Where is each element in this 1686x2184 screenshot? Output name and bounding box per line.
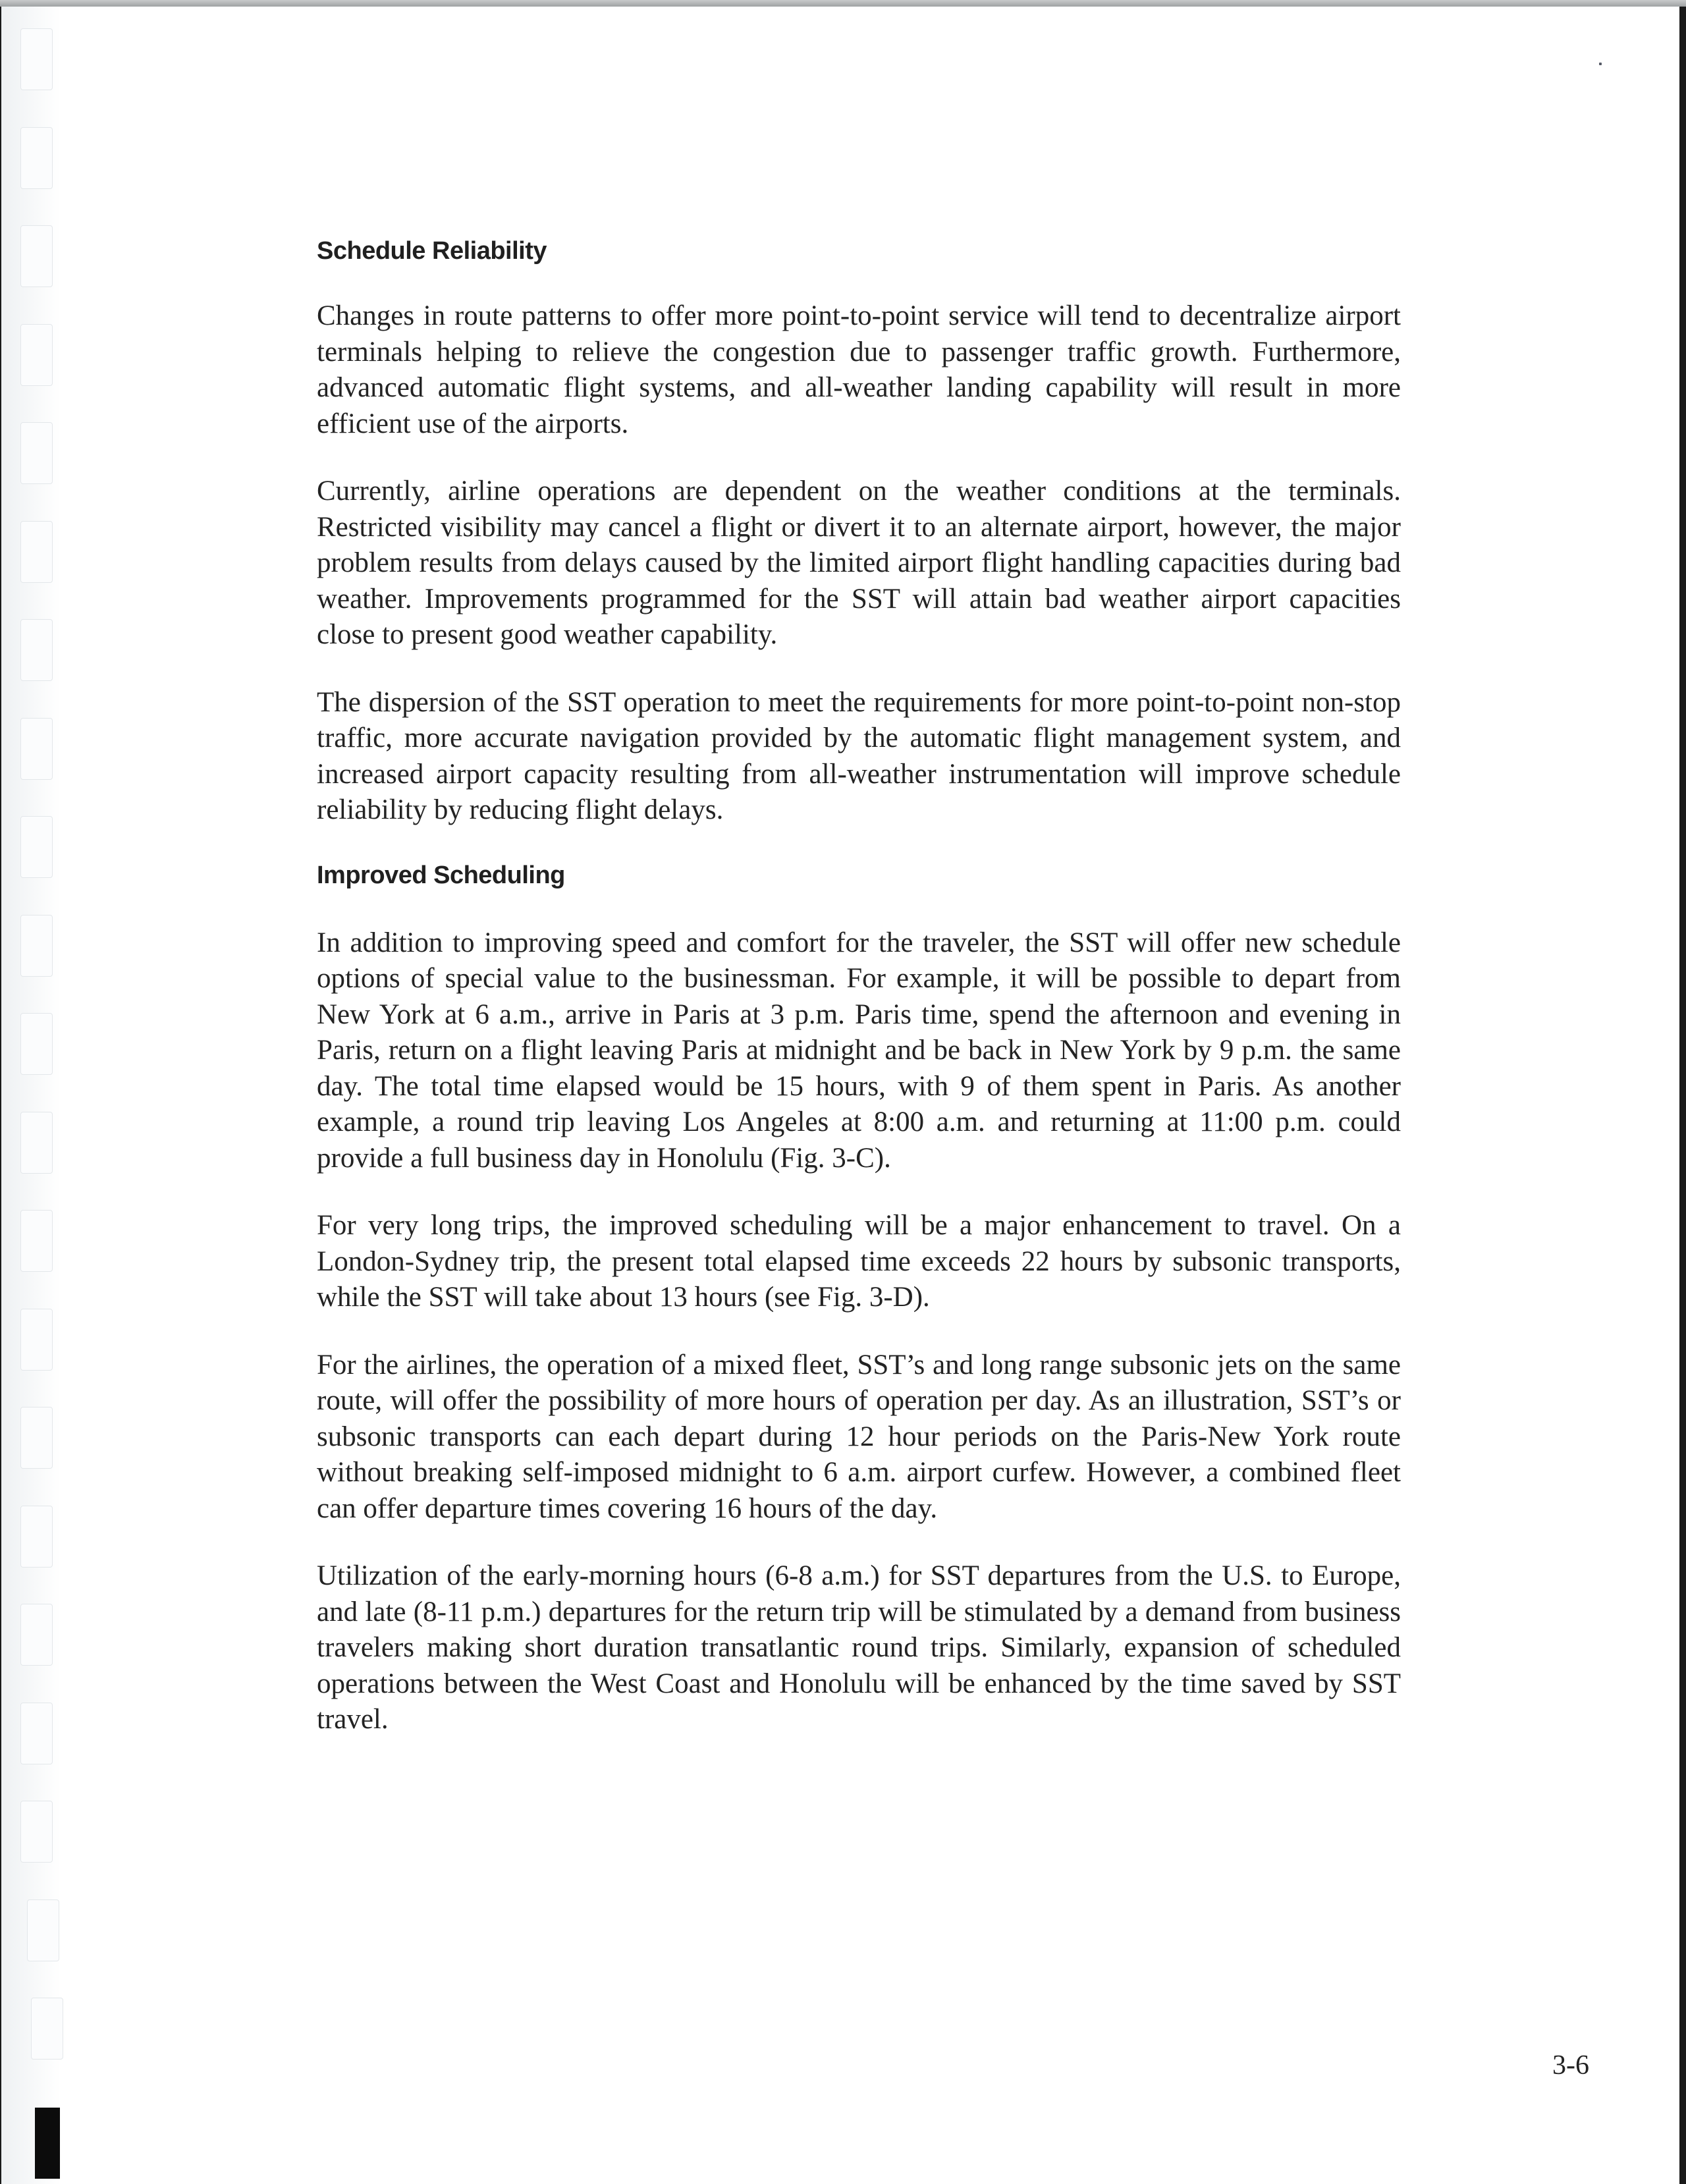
binder-hole [20, 1407, 53, 1469]
binder-hole [27, 1899, 59, 1961]
binder-hole [20, 1210, 53, 1272]
paragraph: Currently, airline operations are dependent on the weather conditions at the terminals. Restricted visibility may cancel a flight or divert it to an alternate airport, however, the major problem results from delays caused by the limited airport flight handling capacities during bad weather. Improvements programmed for the SST will attain bad weather airport capacities close to present good weather capability. [317, 476, 1401, 650]
paragraph: For the airlines, the operation of a mixed fleet, SST’s and long range subsonic jets on the same route, will offer the possibility of more hours of operation per day. As an illustration, SST’s or subsonic transports can each depart during 12 hour periods on the Paris-New York route without breaking self-imposed midnight to 6 a.m. airport curfew. However, a combined fleet can offer departure times covering 16 hours of the day. [317, 1349, 1401, 1524]
paragraph: In addition to improving speed and comfort for the traveler, the SST will offer new schedule options of special value to the businessman. For example, it will be possible to depart from New York at 6 a.m., arrive in Paris at 3 p.m. Paris time, spend the afternoon and evening in Paris, return on a flight leaving Paris at midnight and be back in New York by 9 p.m. the same day. The total time elapsed would be 15 hours, with 9 of them spent in Paris. As another example, a round trip leaving Los Angeles at 8:00 a.m. and returning at 11:00 p.m. could provide a full business day in Honolulu (Fig. 3-C). [317, 927, 1401, 1174]
binder-hole [20, 127, 53, 189]
binder-hole [20, 1604, 53, 1666]
binder-hole [20, 521, 53, 583]
paragraph: Changes in route patterns to offer more point-to-point service will tend to decentralize airport terminals helping to relieve the congestion due to passenger traffic growth. Furthermore, advanced automatic flight systems, and all-weather landing capability will result in more efficient use of the airports. [317, 300, 1401, 439]
section-heading-improved-scheduling: Improved Scheduling [317, 861, 565, 889]
binder-tab [35, 2108, 60, 2179]
binder-hole [20, 28, 53, 90]
page-number: 3-6 [1552, 2050, 1589, 2081]
page-content [317, 237, 1401, 1738]
binder-hole [20, 1309, 53, 1371]
binder-hole [20, 422, 53, 484]
binder-hole [20, 915, 53, 977]
scan-speck [1599, 63, 1602, 65]
binder-hole [20, 619, 53, 681]
binder-hole [20, 1112, 53, 1174]
binder-hole [20, 1013, 53, 1075]
binder-hole [20, 1506, 53, 1568]
binder-hole [31, 1998, 63, 2060]
paragraph: The dispersion of the SST operation to meet the requirements for more point-to-point non-stop traffic, more accurate navigation provided by the automatic flight management system, and increased airport capacity resulting from all-weather instrumentation will improve schedule reliability by reducing flight delays. [317, 686, 1401, 825]
binder-hole [20, 324, 53, 386]
paragraph: For very long trips, the improved scheduling will be a major enhancement to travel. On a London-Sydney trip, the present total elapsed time exceeds 22 hours by subsonic transports, while the SST will take about 13 hours (see Fig. 3-D). [317, 1210, 1401, 1313]
binder-hole [20, 225, 53, 287]
scan-top-edge [0, 0, 1686, 7]
paragraph: Utilization of the early-morning hours (6-8 a.m.) for SST departures from the U.S. to Europe, and late (8-11 p.m.) departures for the return trip will be stimulated by a demand from business travelers making short duration transatlantic round trips. Similarly, expansion of scheduled operations between the West Coast and Honolulu will be enhanced by the time saved by SST travel. [317, 1560, 1401, 1735]
binder-hole [20, 816, 53, 878]
binder-hole [20, 718, 53, 780]
binder-hole [20, 1703, 53, 1764]
binder-hole [20, 1801, 53, 1863]
section-heading-schedule-reliability: Schedule Reliability [317, 237, 547, 265]
